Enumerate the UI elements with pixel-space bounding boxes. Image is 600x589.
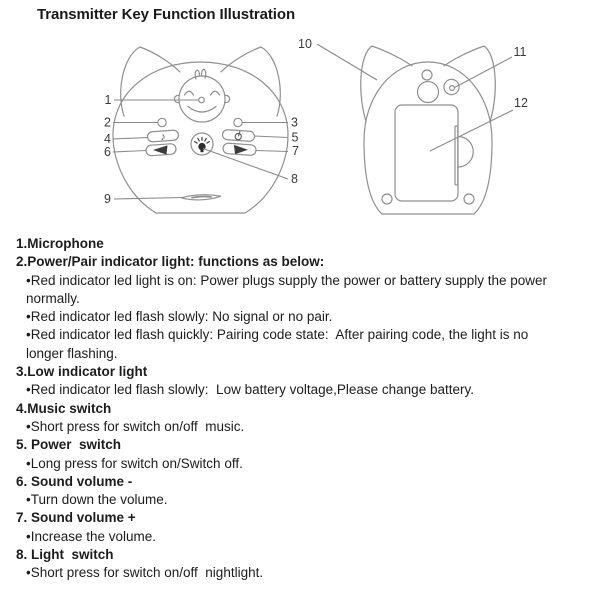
item-7-bullet-increase: •Increase the volume. — [26, 528, 157, 544]
screw-hole-right — [464, 194, 474, 204]
item-2-bullet-led-on: •Red indicator led light is on: Power plugs supply the power or battery supply the power — [26, 272, 548, 288]
callout-7: 7 — [292, 144, 299, 158]
item-6-volume-down-heading: 6. Sound volume - — [16, 473, 133, 489]
callout-5: 5 — [291, 130, 299, 145]
music-note-icon: ♪ — [160, 130, 167, 144]
volume-down-button[interactable] — [146, 143, 177, 156]
callout-6: 6 — [104, 145, 111, 159]
item-8-bullet-nightlight: •Short press for switch on/off nightlight. — [26, 565, 264, 581]
front-view — [113, 47, 288, 213]
item-3-low-indicator-heading: 3.Low indicator light — [16, 364, 148, 380]
key-function-list — [0, 235, 592, 583]
power-icon — [234, 131, 242, 141]
speaker-slot — [181, 195, 221, 200]
callout-9: 9 — [104, 192, 111, 206]
transmitter-illustration — [0, 0, 600, 232]
item-7-volume-up-heading: 7. Sound volume + — [16, 510, 136, 526]
item-4-bullet-short-press: •Short press for switch on/off music. — [26, 418, 245, 434]
callout-8: 8 — [291, 172, 298, 186]
callout-1: 1 — [104, 93, 112, 107]
callout-3: 3 — [291, 115, 298, 130]
battery-compartment — [395, 105, 458, 201]
nightlight-rays-icon — [195, 137, 210, 143]
volume-up-icon — [234, 145, 248, 154]
back-large-hole — [418, 82, 439, 103]
item-2-power-pair-heading: 2.Power/Pair indicator light: functions as below: — [16, 254, 325, 270]
low-indicator-led — [234, 118, 242, 126]
item-5-power-switch-heading: 5. Power switch — [16, 437, 122, 453]
item-6-bullet-turn-down: •Turn down the volume. — [26, 492, 168, 508]
power-pair-indicator-led — [158, 118, 166, 126]
back-view — [361, 46, 495, 214]
power-switch-button[interactable] — [222, 129, 255, 141]
back-small-hole — [422, 70, 432, 80]
light-switch-button[interactable] — [191, 133, 213, 155]
callout-2: 2 — [104, 115, 111, 130]
volume-up-button[interactable] — [223, 143, 257, 156]
front-right-ear-icon — [221, 47, 280, 116]
pair-key-back — [444, 79, 459, 94]
callout-4: 4 — [104, 132, 111, 146]
item-2-bullet-flash-quickly: •Red indicator led flash quickly: Pairing code state: After pairing code, the light is no — [26, 327, 529, 343]
item-2-bullet-led-on-cont: normally. — [26, 290, 80, 306]
item-5-bullet-long-press: •Long press for switch on/Switch off. — [26, 455, 243, 471]
back-body — [364, 62, 492, 214]
item-1-microphone-heading: 1.Microphone — [16, 236, 104, 251]
side-bump — [458, 137, 473, 168]
callout-12: 12 — [514, 96, 528, 110]
item-3-bullet-low-battery: •Red indicator led flash slowly: Low battery voltage,Please change battery. — [26, 382, 474, 398]
page-title: Transmitter Key Function Illustration — [37, 6, 296, 23]
volume-down-icon — [153, 145, 168, 154]
battery-door-latch — [455, 126, 458, 185]
baby-face-icon — [174, 70, 229, 122]
item-2-bullet-flash-quickly-cont: longer flashing. — [26, 345, 118, 361]
callout-10: 10 — [298, 37, 312, 51]
music-switch-button[interactable] — [147, 130, 179, 143]
item-8-light-switch-heading: 8. Light switch — [16, 547, 114, 563]
screw-hole-left — [382, 194, 392, 204]
nightlight-bulb-icon — [198, 143, 205, 152]
item-2-bullet-flash-slowly: •Red indicator led flash slowly: No signal or no pair. — [26, 309, 333, 325]
front-left-ear-icon — [121, 47, 180, 116]
callout-11: 11 — [513, 45, 527, 59]
item-4-music-switch-heading: 4.Music switch — [16, 400, 112, 416]
